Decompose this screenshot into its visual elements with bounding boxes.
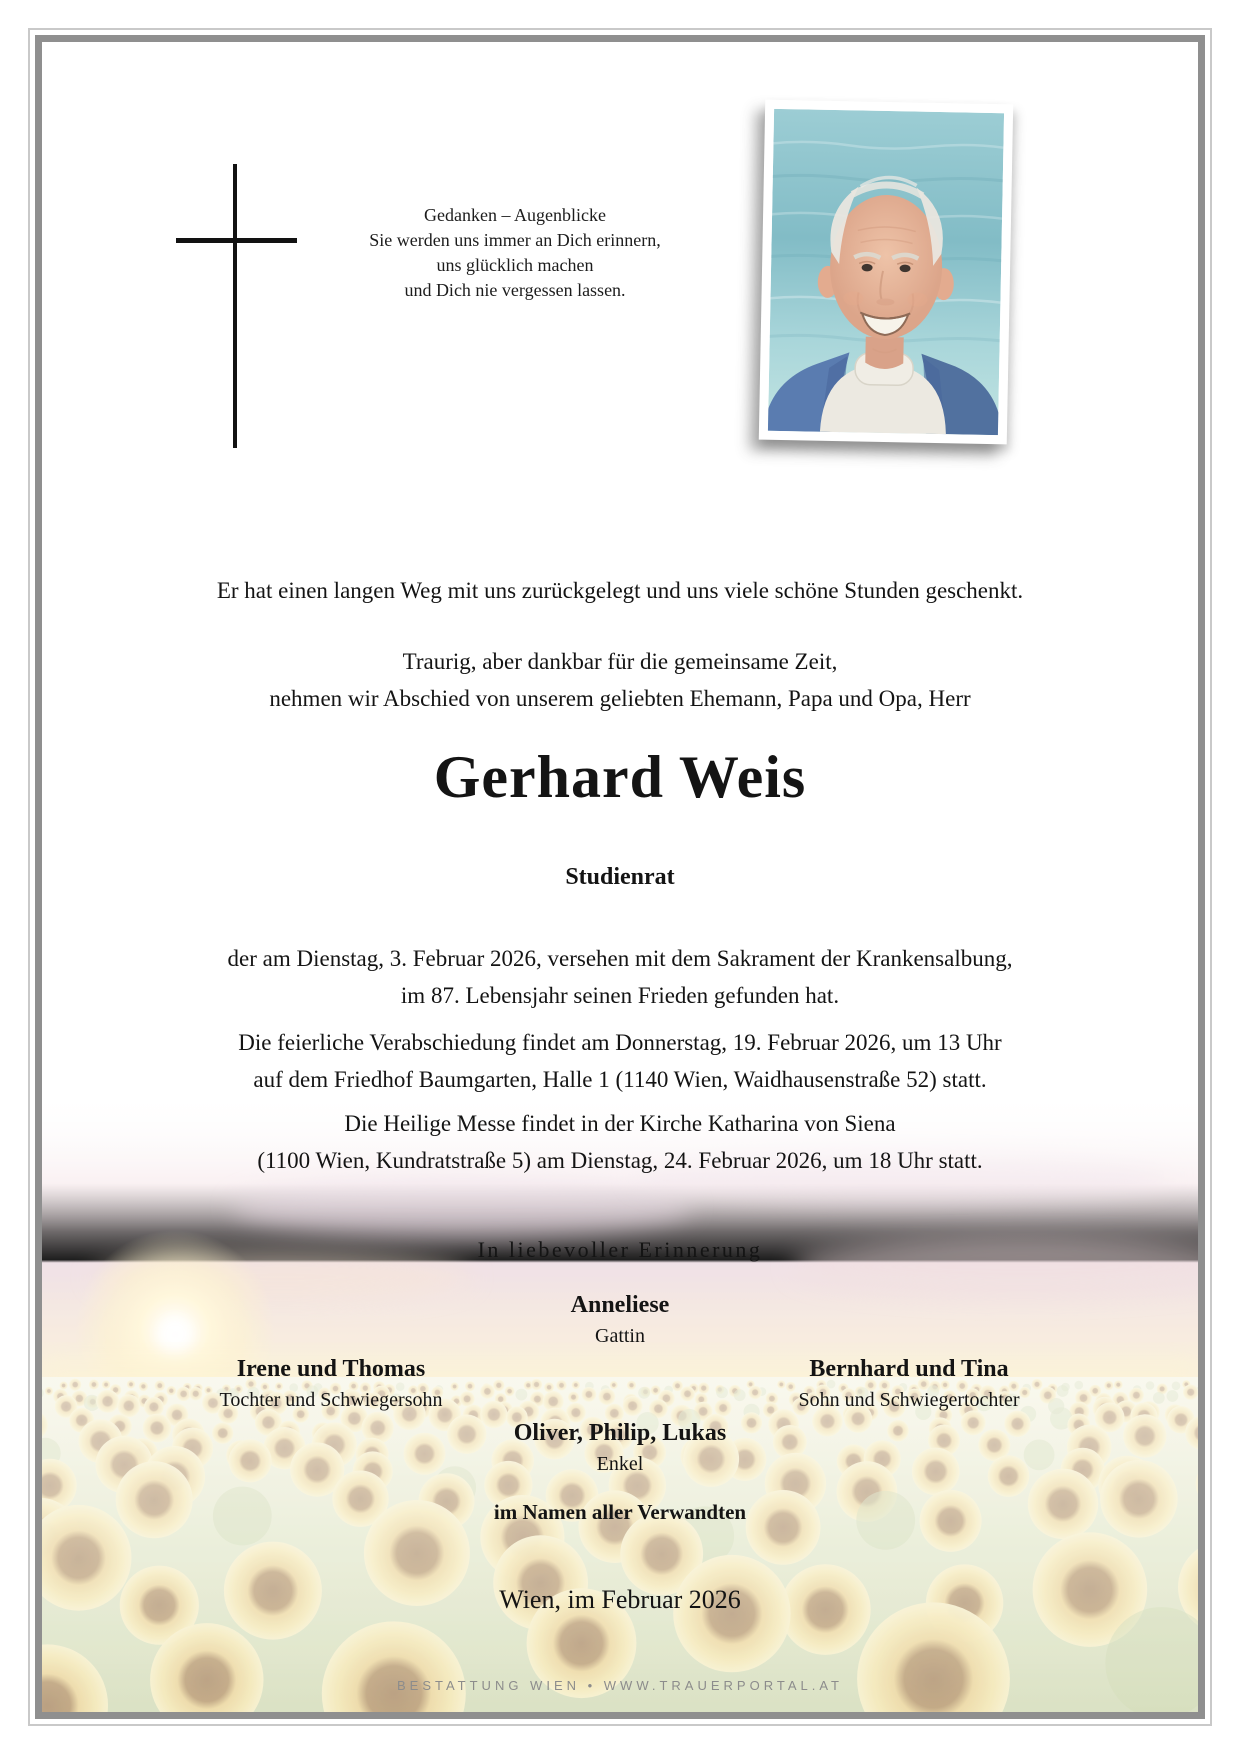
family-right-column [620,1356,1198,1412]
intro-line: Er hat einen langen Weg mit uns zurückgelegt und uns viele schöne Stunden geschenkt. [216,578,1024,603]
family-left-relation: Tochter und Schwiegersohn [219,1389,443,1411]
poem-line: Gedanken – Augenblicke [424,205,606,225]
grandchildren-relation: Enkel [596,1453,644,1475]
poem-line: uns glücklich machen [436,255,594,275]
spouse-name: Anneliese [570,1292,670,1318]
poem-line: und Dich nie vergessen lassen. [404,280,626,300]
portrait-art [768,109,1004,435]
deceased-title: Studienrat [565,864,675,890]
death-paragraph [42,940,1198,1014]
farewell-line: Traurig, aber dankbar für die gemeinsame Zeit, [402,649,838,674]
family-right-name: Bernhard und Tina [809,1356,1009,1382]
mass-line: (1100 Wien, Kundratstraße 5) am Dienstag, 24. Februar 2026, um 18 Uhr statt. [257,1148,983,1173]
cross-horizontal-bar [176,238,297,243]
funeral-line: auf dem Friedhof Baumgarten, Halle 1 (1140 Wien, Waidhausenstraße 52) statt. [253,1067,987,1092]
memorial-poem [290,203,740,303]
mass-line: Die Heilige Messe findet in der Kirche Katharina von Siena [344,1111,896,1136]
deceased-portrait-photo [759,100,1013,445]
poem-line: Sie werden uns immer an Dich erinnern, [369,230,661,250]
deceased-name: Gerhard Weis [433,744,807,810]
death-line: der am Dienstag, 3. Februar 2026, versehen mit dem Sakrament der Krankensalbung, [227,946,1013,971]
place-date-line: Wien, im Februar 2026 [499,1585,741,1614]
farewell-line: nehmen wir Abschied von unserem geliebten Ehemann, Papa und Opa, Herr [269,686,971,711]
funeral-paragraph [42,1024,1198,1098]
cross-vertical-bar [233,164,237,448]
memory-heading: In liebevoller Erinnerung [477,1237,763,1262]
family-left-column [42,1356,620,1412]
farewell-paragraph [42,643,1198,717]
footer-branding: BESTATTUNG WIEN • WWW.TRAUERPORTAL.AT [396,1678,844,1693]
death-line: im 87. Lebensjahr seinen Frieden gefunden hat. [400,983,840,1008]
mass-paragraph [42,1105,1198,1179]
family-row [42,1356,1198,1412]
funeral-line: Die feierliche Verabschiedung findet am Donnerstag, 19. Februar 2026, um 13 Uhr [238,1030,1002,1055]
family-right-relation: Sohn und Schwiegertochter [798,1389,1020,1411]
closing-line: im Namen aller Verwandten [493,1500,747,1524]
grandchildren-names: Oliver, Philip, Lukas [513,1420,727,1446]
spouse-relation: Gattin [595,1325,645,1347]
family-left-name: Irene und Thomas [236,1356,426,1382]
